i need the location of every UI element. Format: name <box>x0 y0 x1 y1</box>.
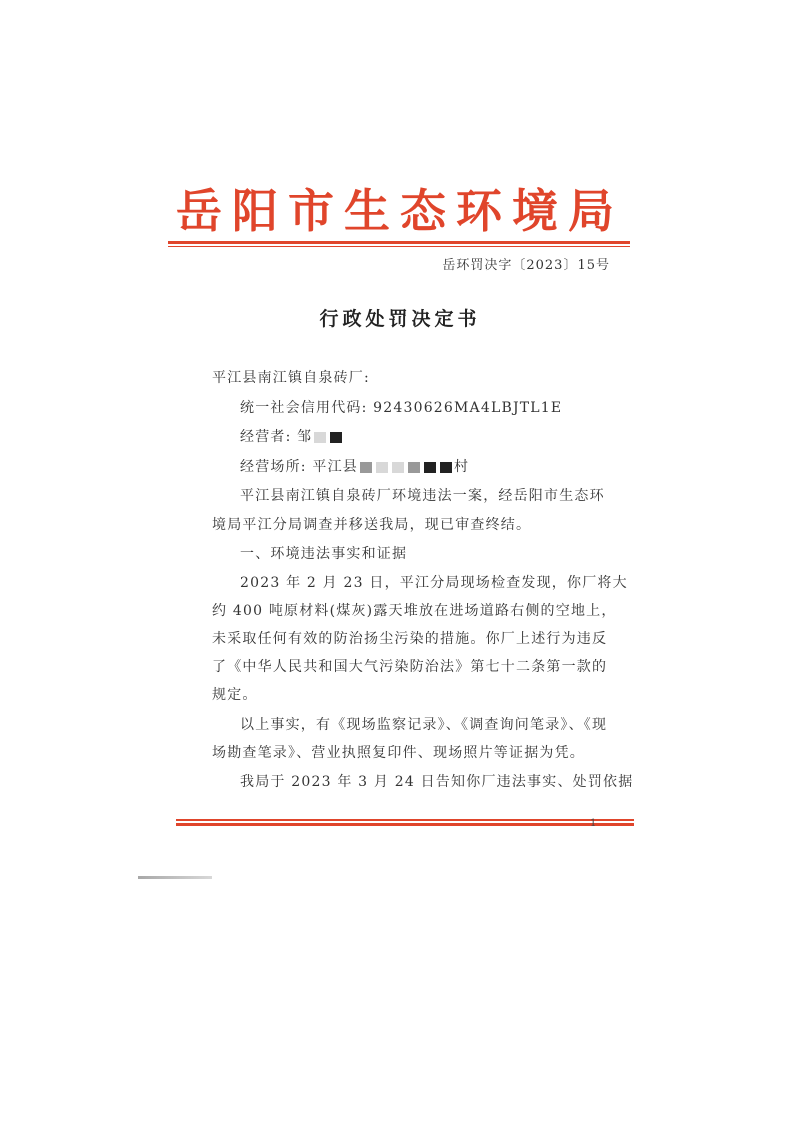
redaction-block <box>440 462 452 473</box>
paragraph-line: 约 400 吨原材料(煤灰)露天堆放在进场道路右侧的空地上， <box>212 603 617 619</box>
address-label: 经营场所: 平江县 <box>240 459 358 475</box>
paragraph-line: 平江县南江镇自泉砖厂环境违法一案，经岳阳市生态环 <box>240 488 605 504</box>
paragraph-line: 未采取任何有效的防治扬尘污染的措施。你厂上述行为违反 <box>212 631 608 647</box>
operator-label: 经营者: 邹 <box>240 429 313 445</box>
credit-code: 统一社会信用代码: 92430626MA4LBJTL1E <box>240 400 563 416</box>
paragraph-line: 境局平江分局调查并移送我局，现已审查终结。 <box>212 517 532 533</box>
masthead-rule-thick <box>168 241 630 244</box>
paragraph-line: 规定。 <box>212 687 258 703</box>
section-heading: 一、环境违法事实和证据 <box>240 546 408 562</box>
redaction-block <box>376 462 388 473</box>
paragraph-line: 以上事实，有《现场监察记录》、《调查询问笔录》、《现 <box>240 717 608 733</box>
recipient-name: 平江县南江镇自泉砖厂: <box>212 370 370 386</box>
address-line <box>240 456 469 476</box>
page-number: 1 <box>590 818 597 829</box>
paragraph-line: 场勘查笔录》、营业执照复印件、现场照片等证据为凭。 <box>212 745 585 761</box>
redaction-block <box>408 462 420 473</box>
paragraph-line: 了《中华人民共和国大气污染防治法》第七十二条第一款的 <box>212 659 608 675</box>
document-number: 岳环罚决字〔2023〕15号 <box>442 258 610 273</box>
redaction-block <box>314 432 326 443</box>
operator-line <box>240 426 344 446</box>
agency-masthead: 岳阳市生态环境局 <box>176 184 624 238</box>
redaction-block <box>424 462 436 473</box>
redaction-block <box>330 432 342 443</box>
address-tail: 村 <box>453 459 470 475</box>
masthead-rule-thin <box>168 246 630 247</box>
document-title: 行政处罚决定书 <box>319 308 481 330</box>
scan-artifact <box>138 876 212 879</box>
footer-rule-thin <box>176 819 634 821</box>
paragraph-line: 我局于 2023 年 3 月 24 日告知你厂违法事实、处罚依据 <box>240 774 634 790</box>
footer-rule-thick <box>176 823 634 826</box>
redaction-block <box>360 462 372 473</box>
redaction-block <box>392 462 404 473</box>
paragraph-line: 2023 年 2 月 23 日，平江分局现场检查发现，你厂将大 <box>240 575 628 591</box>
